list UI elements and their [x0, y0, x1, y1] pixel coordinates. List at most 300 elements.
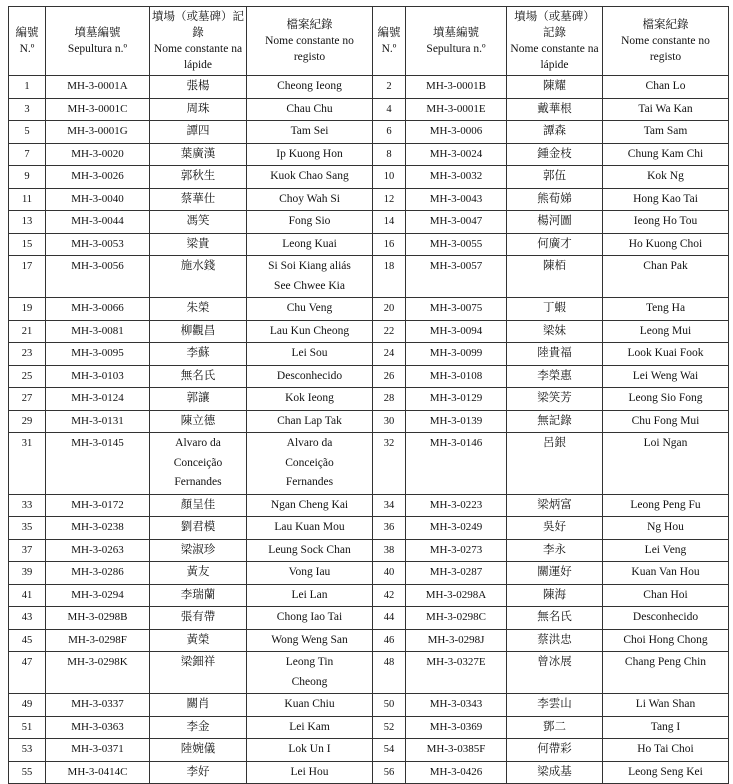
record-number: 17 — [9, 256, 46, 298]
grave-number: MH-3-0124 — [46, 388, 150, 411]
tomb-name-line: 郭伍 — [543, 170, 566, 182]
tomb-name-line: 無名氏 — [180, 369, 216, 382]
grave-number: MH-3-0298C — [406, 607, 507, 630]
record-number: 8 — [373, 143, 406, 166]
archive-name-line: Leong Mui — [639, 324, 692, 337]
tomb-name-line: 梁笑芳 — [537, 392, 572, 404]
tomb-name-line: 陸貴福 — [537, 347, 572, 359]
archive-name — [603, 539, 729, 562]
table-row — [9, 761, 729, 784]
grave-number: MH-3-0001A — [46, 76, 150, 99]
tomb-name-line: Conceição — [173, 456, 223, 469]
archive-name-line: Tam Sei — [290, 125, 329, 137]
record-number: 32 — [373, 433, 406, 495]
tomb-name-line: 陳海 — [543, 588, 566, 601]
archive-name — [603, 410, 729, 433]
tomb-name-line: 李瑞蘭 — [180, 588, 216, 601]
archive-name — [603, 98, 729, 121]
record-number: 1 — [9, 76, 46, 99]
tomb-name — [150, 739, 247, 762]
grave-number: MH-3-0426 — [406, 761, 507, 784]
table-row — [9, 256, 729, 298]
grave-number: MH-3-0108 — [406, 365, 507, 388]
tomb-name-line: 周珠 — [186, 102, 210, 115]
tomb-name-line: 梁鈿祥 — [180, 656, 216, 668]
tomb-name — [150, 143, 247, 166]
archive-name — [247, 584, 373, 607]
record-number: 40 — [373, 562, 406, 585]
archive-name-line: Teng Ha — [645, 302, 686, 314]
tomb-name-line: 郭讓 — [186, 392, 210, 404]
archive-name — [603, 343, 729, 366]
record-number: 54 — [373, 739, 406, 762]
grave-number: MH-3-0369 — [406, 716, 507, 739]
tomb-name-line: 李雲山 — [537, 698, 572, 710]
archive-name — [603, 298, 729, 321]
tomb-name — [150, 343, 247, 366]
table-row — [9, 166, 729, 189]
grave-number: MH-3-0223 — [406, 494, 507, 517]
record-number: 30 — [373, 410, 406, 433]
table-row — [9, 298, 729, 321]
grave-number: MH-3-0414C — [46, 761, 150, 784]
tomb-name — [150, 211, 247, 234]
archive-name-line: Tang I — [650, 720, 681, 733]
grave-number: MH-3-0385F — [406, 739, 507, 762]
tomb-name-line: 李永 — [543, 543, 566, 556]
record-number: 56 — [373, 761, 406, 784]
archive-name-line: Fong Sio — [288, 215, 331, 227]
record-number: 38 — [373, 539, 406, 562]
archive-name-line: Ng Hou — [647, 521, 684, 533]
tomb-name — [507, 694, 603, 717]
tomb-name-line: 鍾金枝 — [537, 147, 572, 160]
archive-name — [603, 256, 729, 298]
record-number: 49 — [9, 694, 46, 717]
header-tomb: 墳場（或墓碑）記錄 Nome constante na lápide — [507, 7, 603, 76]
tomb-name-line: 陳耀 — [543, 80, 566, 92]
tomb-name — [507, 607, 603, 630]
tomb-name — [507, 343, 603, 366]
grave-number: MH-3-0047 — [406, 211, 507, 234]
archive-name — [603, 433, 729, 495]
archive-name — [603, 320, 729, 343]
archive-name-line: Kuan Van Hou — [631, 566, 700, 578]
archive-name-line: Lei Veng — [644, 543, 687, 556]
archive-name-line: Chang Peng Chin — [624, 656, 707, 668]
table-row — [9, 562, 729, 585]
archive-name — [247, 233, 373, 256]
grave-number: MH-3-0298B — [46, 607, 150, 630]
record-number: 43 — [9, 607, 46, 630]
table-row — [9, 739, 729, 762]
tomb-name-line: 李金 — [186, 720, 210, 733]
archive-name-line: Chong Iao Tai — [276, 611, 343, 623]
archive-name-line: Li Wan Shan — [635, 698, 696, 710]
archive-name-line: Look Kuai Fook — [627, 347, 704, 359]
cemetery-records-table — [8, 6, 729, 784]
tomb-name — [507, 761, 603, 784]
record-number: 24 — [373, 343, 406, 366]
tomb-name-line: Alvaro da — [175, 437, 221, 449]
tomb-name — [150, 433, 247, 495]
tomb-name — [150, 629, 247, 652]
grave-number: MH-3-0343 — [406, 694, 507, 717]
tomb-name — [150, 188, 247, 211]
tomb-name-line: 楊河圖 — [537, 215, 572, 227]
tomb-name-line: 黃榮 — [186, 633, 210, 646]
record-number: 11 — [9, 188, 46, 211]
tomb-name-line: 戴華根 — [537, 102, 572, 115]
tomb-name-line: 何廣才 — [537, 237, 572, 250]
header-number: 編號 N.º — [9, 7, 46, 76]
archive-name — [603, 716, 729, 739]
grave-number: MH-3-0020 — [46, 143, 150, 166]
record-number: 21 — [9, 320, 46, 343]
tomb-name-line: 劉君模 — [180, 521, 216, 533]
tomb-name-line: 李榮惠 — [537, 369, 572, 382]
grave-number: MH-3-0056 — [46, 256, 150, 298]
archive-name — [247, 761, 373, 784]
tomb-name — [507, 298, 603, 321]
tomb-name-line: 陳栢 — [543, 260, 566, 272]
tomb-name — [150, 716, 247, 739]
header-grave: 墳墓編號 Sepultura n.º — [406, 7, 507, 76]
tomb-name-line: 黃友 — [186, 566, 210, 578]
grave-number: MH-3-0055 — [406, 233, 507, 256]
tomb-name — [507, 584, 603, 607]
record-number: 14 — [373, 211, 406, 234]
record-number: 35 — [9, 517, 46, 540]
tomb-name — [150, 539, 247, 562]
tomb-name — [507, 320, 603, 343]
grave-number: MH-3-0103 — [46, 365, 150, 388]
record-number: 22 — [373, 320, 406, 343]
header-number: 編號 N.º — [373, 7, 406, 76]
record-number: 41 — [9, 584, 46, 607]
table-row — [9, 343, 729, 366]
archive-name-line: Desconhecido — [276, 369, 343, 382]
tomb-name — [150, 607, 247, 630]
archive-name — [603, 166, 729, 189]
header-archive: 檔案紀錄 Nome constante no registo — [247, 7, 373, 76]
tomb-name-line: 呂銀 — [543, 437, 566, 449]
table-row — [9, 388, 729, 411]
archive-name-line: See Chwee Kia — [274, 279, 345, 292]
record-number: 28 — [373, 388, 406, 411]
table-row — [9, 494, 729, 517]
tomb-name — [150, 410, 247, 433]
archive-name-line: Chung Kam Chi — [627, 147, 704, 160]
grave-number: MH-3-0001B — [406, 76, 507, 99]
grave-number: MH-3-0298J — [406, 629, 507, 652]
record-number: 10 — [373, 166, 406, 189]
tomb-name-line: 吳好 — [543, 521, 566, 533]
tomb-name — [507, 166, 603, 189]
tomb-name — [507, 143, 603, 166]
tomb-name-line: 蔡華仕 — [180, 192, 216, 205]
record-number: 48 — [373, 652, 406, 694]
tomb-name-line: 熊荀娣 — [537, 192, 572, 205]
record-number: 5 — [9, 121, 46, 144]
archive-name — [247, 607, 373, 630]
header-grave: 墳墓編號 Sepultura n.º — [46, 7, 150, 76]
archive-name — [603, 76, 729, 99]
grave-number: MH-3-0249 — [406, 517, 507, 540]
grave-number: MH-3-0044 — [46, 211, 150, 234]
table-row — [9, 188, 729, 211]
grave-number: MH-3-0298A — [406, 584, 507, 607]
tomb-name-line: 朱榮 — [186, 302, 210, 314]
archive-name — [247, 256, 373, 298]
grave-number: MH-3-0040 — [46, 188, 150, 211]
tomb-name-line: 關肖 — [186, 698, 210, 710]
archive-name — [247, 652, 373, 694]
grave-number: MH-3-0024 — [406, 143, 507, 166]
tomb-name-line: 梁貴 — [186, 237, 210, 250]
table-row — [9, 584, 729, 607]
archive-name — [603, 233, 729, 256]
record-number: 16 — [373, 233, 406, 256]
tomb-name — [150, 517, 247, 540]
record-number: 31 — [9, 433, 46, 495]
tomb-name-line: 關運好 — [537, 566, 572, 578]
archive-name-line: Tai Wa Kan — [638, 102, 693, 115]
tomb-name-line: 梁淑珍 — [180, 543, 216, 556]
tomb-name — [507, 388, 603, 411]
archive-name — [247, 562, 373, 585]
archive-name — [247, 166, 373, 189]
archive-name-line: Cheong Ieong — [277, 80, 342, 92]
grave-number: MH-3-0032 — [406, 166, 507, 189]
archive-name-line: Wong Weng San — [271, 633, 348, 646]
tomb-name — [507, 76, 603, 99]
archive-name — [247, 494, 373, 517]
archive-name-line: Lau Kuan Mou — [274, 521, 345, 533]
archive-name — [603, 388, 729, 411]
tomb-name — [150, 121, 247, 144]
archive-name-line: Lau Kun Cheong — [269, 324, 350, 337]
record-number: 18 — [373, 256, 406, 298]
grave-number: MH-3-0287 — [406, 562, 507, 585]
tomb-name — [150, 298, 247, 321]
tomb-name — [150, 562, 247, 585]
record-number: 37 — [9, 539, 46, 562]
archive-name-line: Kok Ng — [647, 170, 684, 182]
tomb-name — [150, 233, 247, 256]
archive-name-line: Loi Ngan — [643, 437, 688, 449]
archive-name-line: Choy Wah Si — [279, 192, 340, 205]
archive-name — [247, 433, 373, 495]
archive-name — [247, 365, 373, 388]
table-row — [9, 320, 729, 343]
archive-name-line: Lok Un I — [288, 743, 331, 755]
grave-number: MH-3-0371 — [46, 739, 150, 762]
header-tomb: 墳場（或墓碑）記錄 Nome constante na lápide — [150, 7, 247, 76]
archive-name — [247, 739, 373, 762]
tomb-name-line: 張楊 — [186, 80, 210, 92]
record-number: 4 — [373, 98, 406, 121]
tomb-name-line: 何帶彩 — [537, 743, 572, 755]
tomb-name — [150, 98, 247, 121]
record-number: 19 — [9, 298, 46, 321]
tomb-name-line: 郭秋生 — [180, 170, 216, 182]
grave-number: MH-3-0094 — [406, 320, 507, 343]
tomb-name-line: 柳觀昌 — [180, 324, 216, 337]
archive-name-line: Leong Peng Fu — [630, 498, 701, 511]
tomb-name — [150, 365, 247, 388]
record-number: 42 — [373, 584, 406, 607]
tomb-name-line: 陸婉儀 — [180, 743, 216, 755]
grave-number: MH-3-0081 — [46, 320, 150, 343]
grave-number: MH-3-0043 — [406, 188, 507, 211]
tomb-name — [507, 562, 603, 585]
grave-number: MH-3-0057 — [406, 256, 507, 298]
archive-name-line: Ho Kuong Choi — [628, 237, 703, 250]
tomb-name — [507, 211, 603, 234]
tomb-name-line: 曾冰展 — [537, 656, 572, 668]
grave-number: MH-3-0146 — [406, 433, 507, 495]
grave-number: MH-3-0131 — [46, 410, 150, 433]
table-row — [9, 143, 729, 166]
archive-name-line: Conceição — [285, 456, 334, 469]
archive-name-line: Cheong — [291, 675, 328, 688]
record-number: 3 — [9, 98, 46, 121]
grave-number: MH-3-0026 — [46, 166, 150, 189]
archive-name-line: Lei Lan — [291, 588, 328, 601]
archive-name-line: Chu Veng — [286, 302, 333, 314]
archive-name-line: Ho Tai Choi — [637, 743, 694, 755]
tomb-name — [507, 739, 603, 762]
table-row — [9, 539, 729, 562]
archive-name — [247, 188, 373, 211]
table-row — [9, 433, 729, 495]
record-number: 34 — [373, 494, 406, 517]
archive-name — [603, 584, 729, 607]
archive-name-line: Kok Ieong — [285, 392, 334, 404]
table-row — [9, 121, 729, 144]
archive-name-line: Alvaro da — [286, 437, 333, 449]
record-number: 39 — [9, 562, 46, 585]
tomb-name-line: 蔡洪忠 — [537, 633, 572, 646]
archive-name-line: Chau Chu — [286, 102, 333, 115]
archive-name-line: Lei Sou — [291, 347, 328, 359]
archive-name-line: Lei Weng Wai — [632, 369, 699, 382]
archive-name-line: Chan Hoi — [643, 588, 688, 601]
grave-number: MH-3-0145 — [46, 433, 150, 495]
table-row — [9, 365, 729, 388]
grave-number: MH-3-0001G — [46, 121, 150, 144]
record-number: 12 — [373, 188, 406, 211]
tomb-name — [507, 410, 603, 433]
tomb-name — [507, 494, 603, 517]
tomb-name — [150, 761, 247, 784]
tomb-name — [507, 517, 603, 540]
grave-number: MH-3-0273 — [406, 539, 507, 562]
tomb-name — [507, 98, 603, 121]
tomb-name-line: Fernandes — [174, 476, 222, 488]
record-number: 20 — [373, 298, 406, 321]
archive-name — [603, 188, 729, 211]
tomb-name — [507, 652, 603, 694]
archive-name-line: Si Soi Kiang aliás — [268, 260, 351, 272]
archive-name — [247, 76, 373, 99]
tomb-name — [150, 388, 247, 411]
tomb-name-line: 施水錢 — [180, 260, 216, 272]
archive-name — [603, 211, 729, 234]
grave-number: MH-3-0075 — [406, 298, 507, 321]
archive-name-line: Kuan Chiu — [284, 698, 335, 710]
archive-name-line: Chan Lap Tak — [277, 414, 342, 427]
grave-number: MH-3-0095 — [46, 343, 150, 366]
grave-number: MH-3-0066 — [46, 298, 150, 321]
archive-name-line: Ip Kuong Hon — [276, 147, 343, 160]
record-number: 23 — [9, 343, 46, 366]
tomb-name-line: 陳立德 — [180, 414, 216, 427]
table-row — [9, 694, 729, 717]
table-row — [9, 607, 729, 630]
archive-name-line: Chan Lo — [645, 80, 686, 92]
archive-name — [603, 652, 729, 694]
tomb-name — [507, 365, 603, 388]
table-row — [9, 517, 729, 540]
tomb-name — [150, 256, 247, 298]
archive-name — [247, 694, 373, 717]
record-number: 53 — [9, 739, 46, 762]
grave-number: MH-3-0001E — [406, 98, 507, 121]
tomb-name — [150, 494, 247, 517]
archive-name — [247, 388, 373, 411]
record-number: 51 — [9, 716, 46, 739]
record-number: 15 — [9, 233, 46, 256]
grave-number: MH-3-0294 — [46, 584, 150, 607]
archive-name-line: Fernandes — [285, 476, 334, 488]
archive-name — [247, 539, 373, 562]
archive-name — [247, 517, 373, 540]
table-row — [9, 716, 729, 739]
table-row — [9, 76, 729, 99]
grave-number: MH-3-0053 — [46, 233, 150, 256]
table-row — [9, 211, 729, 234]
tomb-name-line: 譚森 — [543, 125, 566, 137]
archive-name-line: Hong Kao Tai — [633, 192, 698, 205]
archive-name — [603, 739, 729, 762]
record-number: 45 — [9, 629, 46, 652]
header-archive: 檔案紀錄 Nome constante no registo — [603, 7, 729, 76]
archive-name — [603, 761, 729, 784]
archive-name — [247, 143, 373, 166]
grave-number: MH-3-0363 — [46, 716, 150, 739]
record-number: 44 — [373, 607, 406, 630]
record-number: 27 — [9, 388, 46, 411]
archive-name — [247, 320, 373, 343]
tomb-name — [150, 652, 247, 694]
tomb-name — [507, 433, 603, 495]
archive-name-line: Vong Iau — [288, 566, 331, 578]
record-number: 50 — [373, 694, 406, 717]
grave-number: MH-3-0139 — [406, 410, 507, 433]
archive-name-line: Chan Pak — [643, 260, 688, 272]
archive-name — [247, 98, 373, 121]
grave-number: MH-3-0327E — [406, 652, 507, 694]
tomb-name — [507, 629, 603, 652]
archive-name — [247, 343, 373, 366]
archive-name-line: Chu Fong Mui — [631, 414, 700, 427]
tomb-name-line: 梁妹 — [543, 324, 566, 337]
archive-name — [603, 629, 729, 652]
record-number: 46 — [373, 629, 406, 652]
archive-name-line: Leong Kuai — [282, 237, 337, 250]
